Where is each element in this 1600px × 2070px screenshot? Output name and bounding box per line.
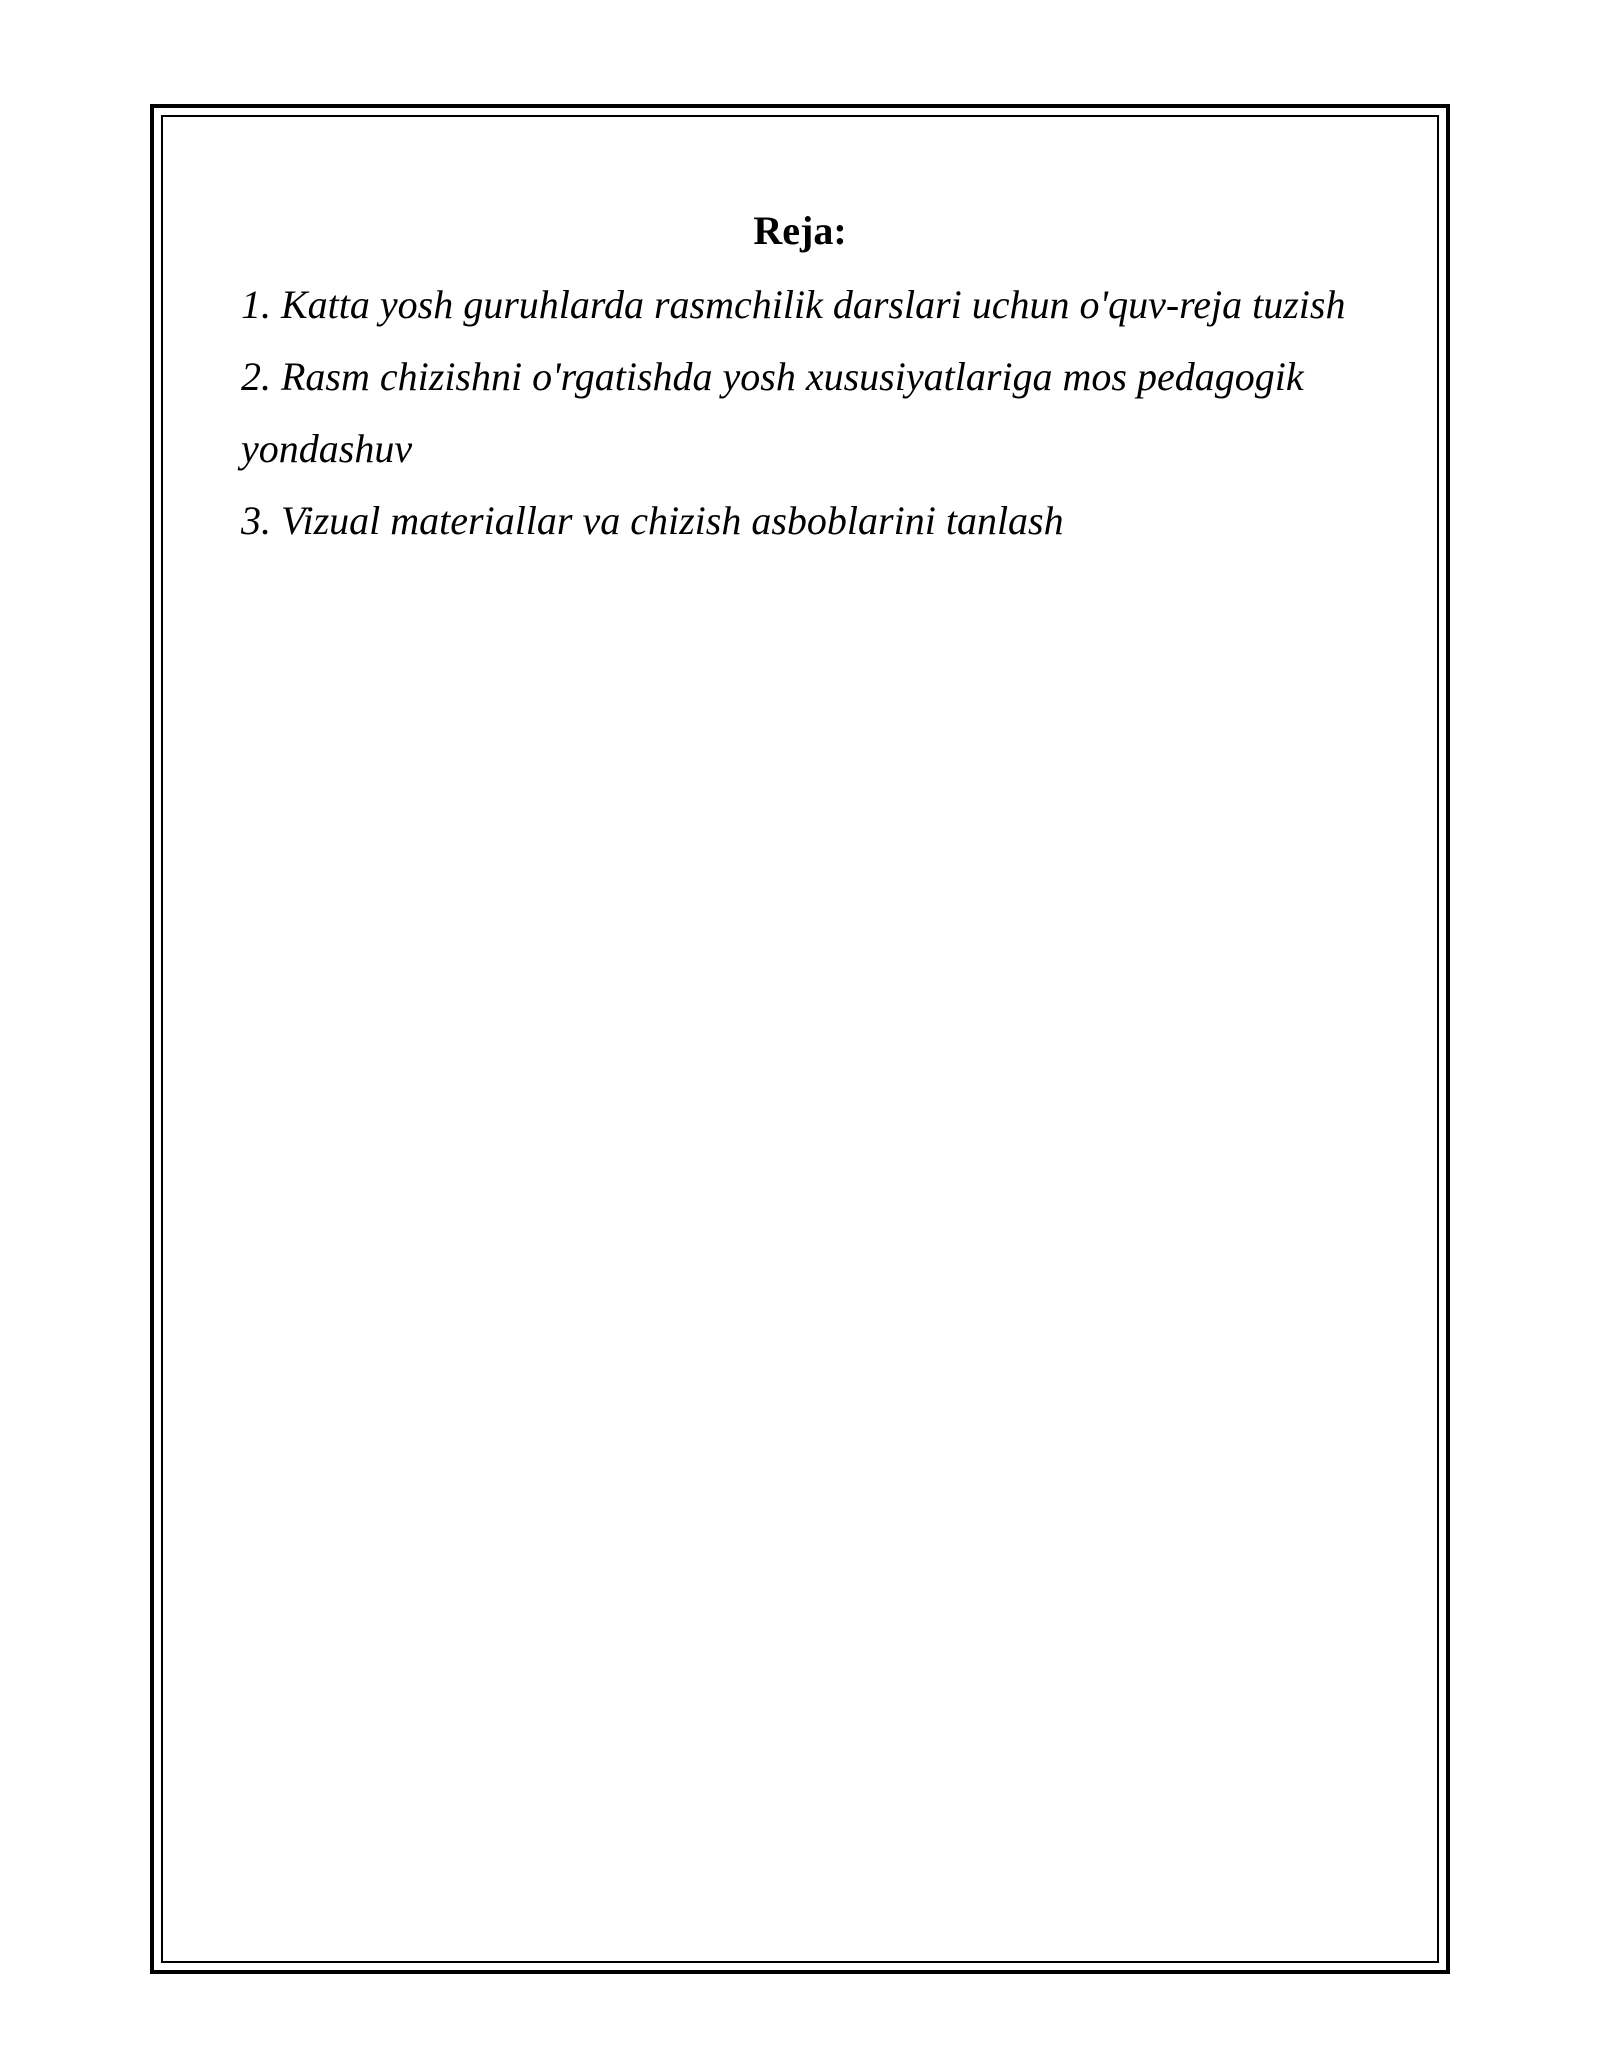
- plan-item-1: 1. Katta yosh guruhlarda rasmchilik darslari uchun o'quv-reja tuzish: [241, 282, 1346, 327]
- plan-list: [241, 269, 1377, 557]
- plan-item-2: 2. Rasm chizishni o'rgatishda yosh xususiyatlariga mos pedagogik yondashuv: [241, 354, 1304, 471]
- plan-item-3: 3. Vizual materiallar va chizish asboblarini tanlash: [241, 498, 1064, 543]
- plan-heading: Reja:: [753, 208, 847, 253]
- page-border-inner: [161, 115, 1439, 1963]
- page-border-outer: [150, 104, 1450, 1974]
